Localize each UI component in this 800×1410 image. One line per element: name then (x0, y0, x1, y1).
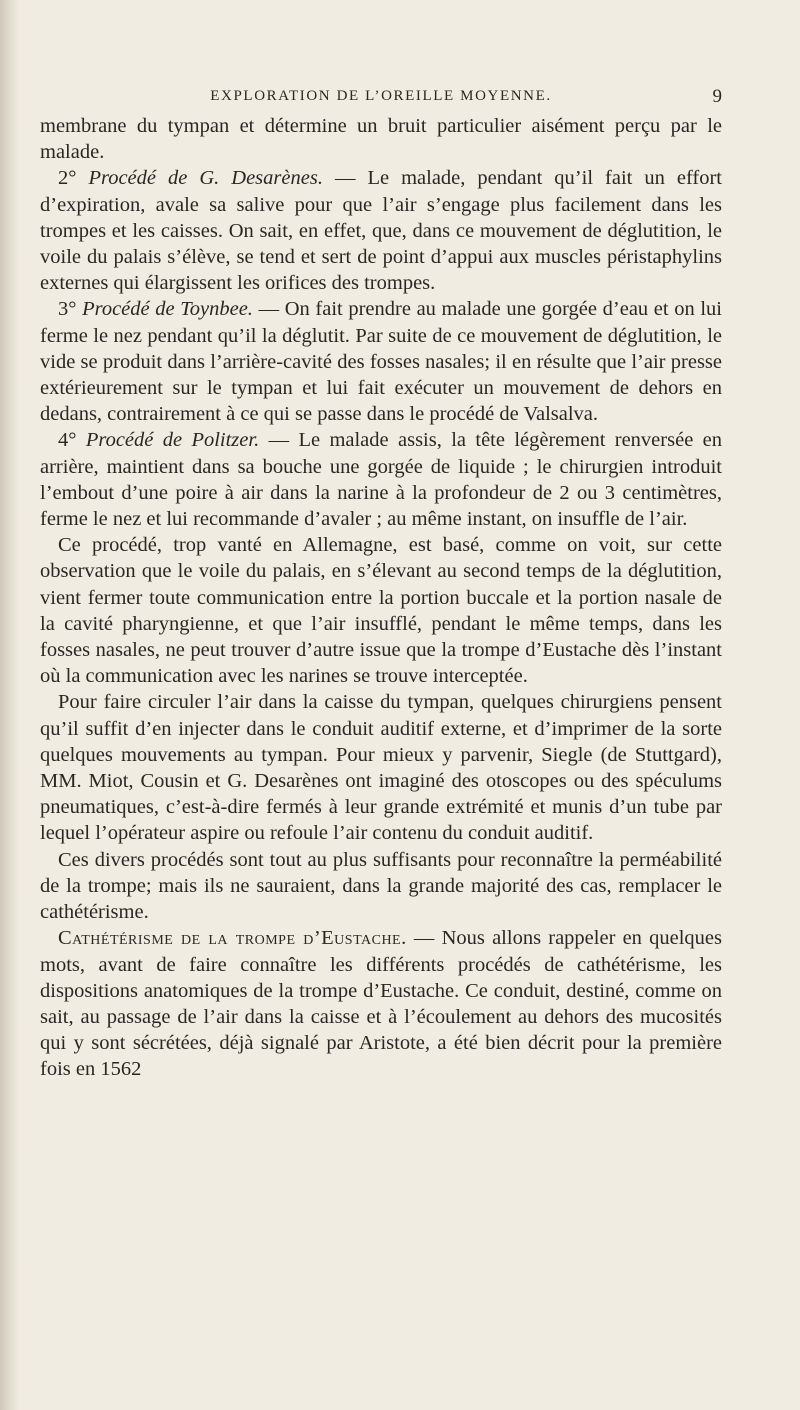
paragraph (40, 165, 722, 296)
page-header (40, 88, 722, 110)
paragraph-text: — Nous allons rappeler en quelques mots, avant de faire connaître les différents procédés de cathétérisme, les dispositions anatomiques de la trompe d’Eustache. Ce conduit, destiné, comme on sait, au passage de l’air dans la caisse et à l’écoulement au dehors des mucosités qui y sont sécrétées, déjà signalé par Aristote, a été bien décrit pour la première fois en 1562 (40, 927, 722, 1081)
body-text (40, 113, 722, 1083)
paragraph (40, 532, 722, 689)
running-title: EXPLORATION DE L’OREILLE MOYENNE. (210, 88, 552, 104)
paragraph-text: membrane du tympan et détermine un bruit particulier aisément perçu par le malade. (40, 115, 722, 164)
paragraph (40, 296, 722, 427)
paragraph (40, 113, 722, 165)
paragraph-text: Ce procédé, trop vanté en Allemagne, est basé, comme on voit, sur cette observation que le voile du palais, en s’élevant au second temps de la déglutition, vient fermer toute communication entre la portion buccale et la portion nasale de la cavité pharyngienne, et que l’air insufflé, pendant le même temps, dans les fosses nasales, ne peut trouver d’autre issue que la trompe d’Eustache dès l’instant où la communication avec les narines se trouve interceptée. (40, 534, 722, 688)
page-number: 9 (712, 86, 722, 107)
paragraph (40, 427, 722, 532)
item-number: 4° (58, 429, 86, 452)
paragraph-text: — Le malade assis, la tête légèrement renversée en arrière, maintient dans sa bouche une gorgée de liquide ; le chirurgien introduit l’embout d’une poire à air dans la narine à la profondeur de 2 ou 3 centimètres, ferme le nez et lui recommande d’avaler ; au même instant, on insuffle de l’air. (40, 429, 723, 531)
page-gutter-shadow (0, 0, 20, 1410)
paragraph (40, 689, 722, 846)
section-heading-smallcaps: Cathétérisme de la trompe d’Eustache. (58, 927, 407, 950)
section-heading-italic: Procédé de Toynbee. (82, 298, 253, 321)
section-heading-italic: Procédé de G. Desarènes. (88, 167, 323, 190)
section-heading-italic: Procédé de Politzer. (85, 429, 260, 452)
item-number: 2° (58, 167, 89, 190)
paragraph-text: Ces divers procédés sont tout au plus suffisants pour reconnaître la perméabilité de la trompe; mais ils ne sauraient, dans la grande majorité des cas, remplacer le cathétérisme. (40, 848, 722, 924)
paragraph (40, 925, 722, 1082)
paragraph (40, 847, 722, 926)
item-number: 3° (58, 298, 83, 321)
paragraph-text: — Le malade, pendant qu’il fait un effort d’expiration, avale sa salive pour que l’air s’engage plus facilement dans les trompes et les caisses. On sait, en effet, que, dans ce mouvement de déglutition, le voile du palais s’élève, se tend et sert de point d’appui aux muscles péristaphylins externes qui élargissent les orifices des trompes. (40, 167, 722, 295)
paragraph-text: — On fait prendre au malade une gorgée d’eau et on lui ferme le nez pendant qu’il la déglutit. Par suite de ce mouvement de déglutition, le vide se produit dans l’arrière-cavité des fosses nasales; il en résulte que l’air presse extérieurement sur le tympan et lui fait exécuter un mouvement de dehors en dedans, contrairement à ce qui se passe dans le procédé de Valsalva. (40, 298, 722, 426)
paragraph-text: Pour faire circuler l’air dans la caisse du tympan, quelques chirurgiens pensent qu’il suffit d’en injecter dans le conduit auditif externe, et d’imprimer de la sorte quelques mouvements au tympan. Pour mieux y parvenir, Siegle (de Stuttgard), MM. Miot, Cousin et G. Desarènes ont imaginé des otoscopes ou des spéculums pneumatiques, c’est-à-dire fermés à leur grande extrémité et munis d’un tube par lequel l’opérateur aspire ou refoule l’air contenu du conduit auditif. (40, 691, 722, 845)
